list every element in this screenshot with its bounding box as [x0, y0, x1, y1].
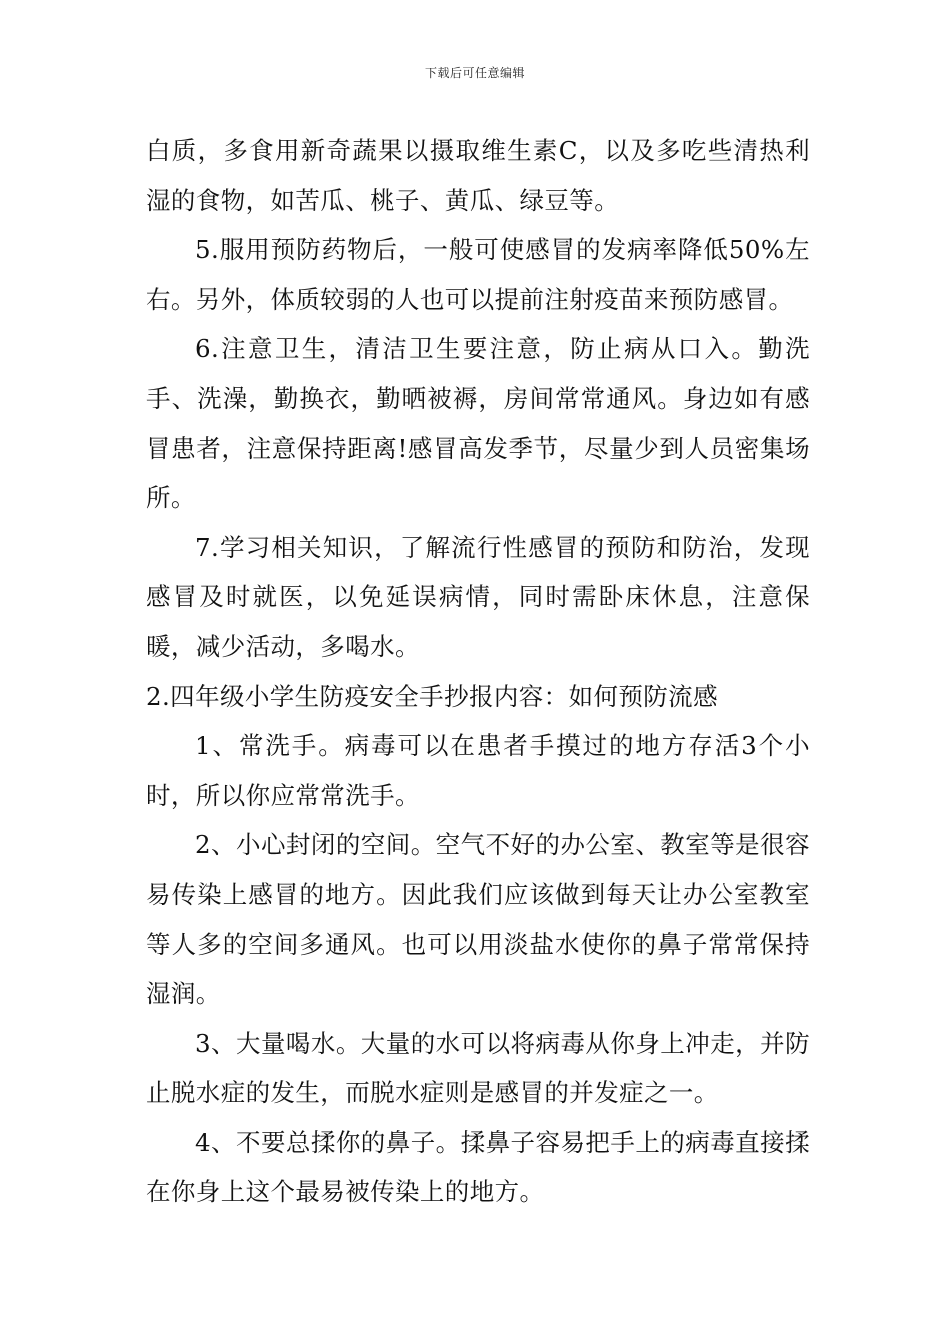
page-header-note: 下载后可任意编辑: [424, 66, 525, 80]
section-heading: 2.四年级小学生防疫安全手抄报内容：如何预防流感: [146, 681, 718, 711]
document-body: [146, 126, 810, 1217]
paragraph-tip-1: 1、常洗手。病毒可以在患者手摸过的地方存活3个小时，所以你应常常洗手。: [146, 731, 810, 810]
paragraph-continuation: 白质，多食用新奇蔬果以摄取维生素C，以及多吃些清热利湿的食物，如苦瓜、桃子、黄瓜、绿豆等。: [146, 136, 810, 215]
paragraph-item-6: 6.注意卫生，清洁卫生要注意，防止病从口入。勤洗手、洗澡，勤换衣，勤晒被褥，房间常常通风。身边如有感冒患者，注意保持距离!感冒高发季节，尽量少到人员密集场所。: [146, 334, 810, 513]
paragraph-item-7: 7.学习相关知识，了解流行性感冒的预防和防治，发现感冒及时就医，以免延误病情，同时需卧床休息，注意保暖，减少活动，多喝水。: [146, 532, 810, 661]
paragraph-tip-3: 3、大量喝水。大量的水可以将病毒从你身上冲走，并防止脱水症的发生，而脱水症则是感冒的并发症之一。: [146, 1028, 810, 1108]
paragraph-item-5: 5.服用预防药物后，一般可使感冒的发病率降低50%左右。另外，体质较弱的人也可以提前注射疫苗来预防感冒。: [146, 235, 810, 314]
paragraph-tip-2: 2、小心封闭的空间。空气不好的办公室、教室等是很容易传染上感冒的地方。因此我们应该做到每天让办公室教室等人多的空间多通风。也可以用淡盐水使你的鼻子常常保持湿润。: [146, 830, 810, 1009]
paragraph-tip-4: 4、不要总揉你的鼻子。揉鼻子容易把手上的病毒直接揉在你身上这个最易被传染上的地方。: [146, 1127, 810, 1207]
